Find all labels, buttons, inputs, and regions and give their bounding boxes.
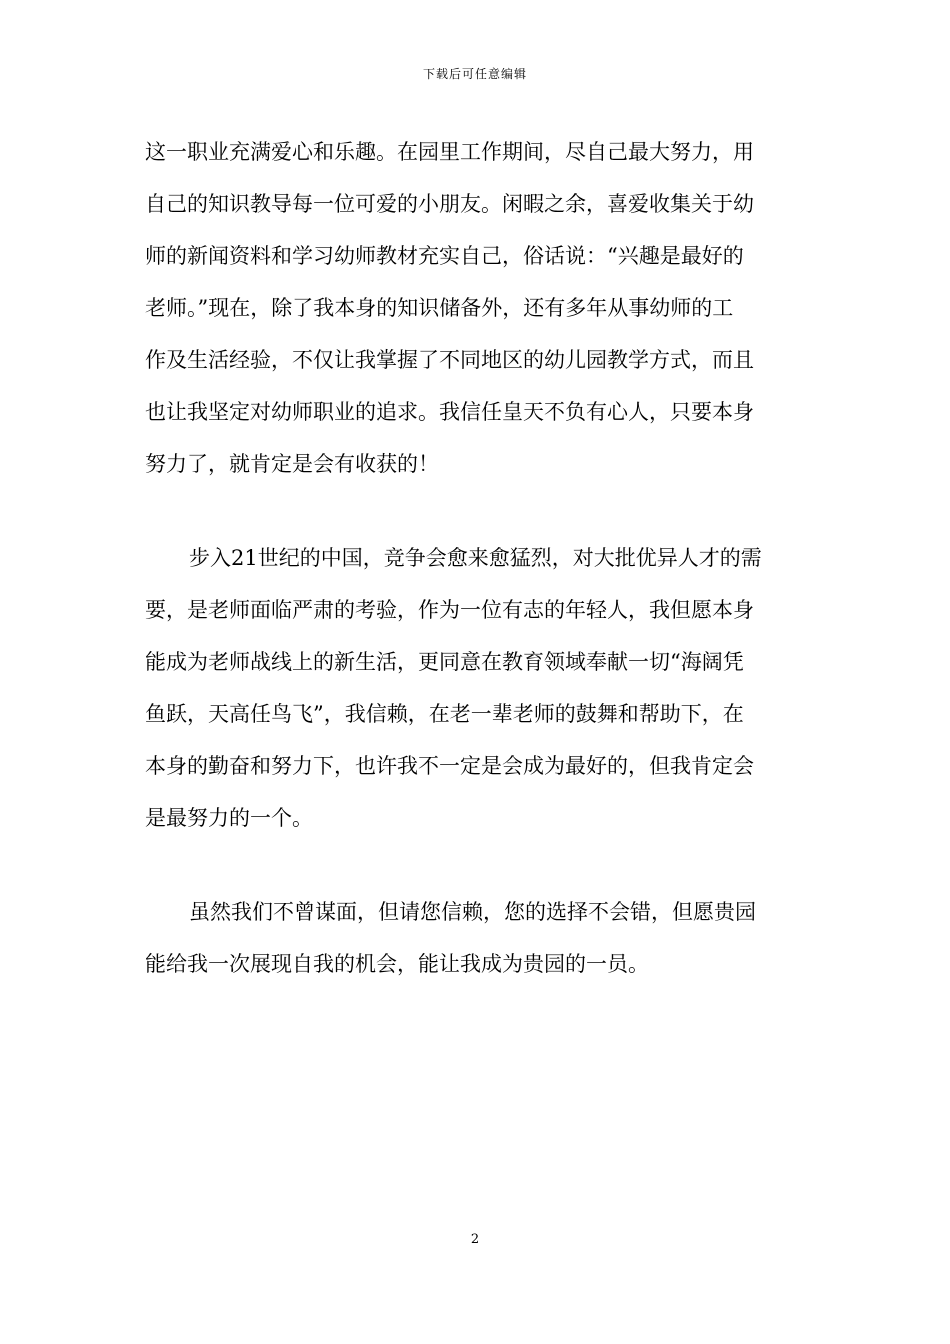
text-line: 这一职业充满爱心和乐趣。在园里工作期间，尽自己最大努力，用 <box>145 140 754 164</box>
text-line: 作及生活经验，不仅让我掌握了不同地区的幼儿园教学方式，而且 <box>145 348 754 372</box>
text-line: 本身的勤奋和努力下，也许我不一定是会成为最好的，但我肯定会 <box>145 754 754 778</box>
text-line: 努力了，就肯定是会有收获的！ <box>145 452 439 476</box>
page-header: 下载后可任意编辑 <box>422 67 527 81</box>
paragraph-spacer <box>145 490 810 532</box>
paragraph-1 <box>145 126 810 490</box>
text-line: 能给我一次展现自我的机会，能让我成为贵园的一员。 <box>145 952 649 976</box>
text-line: 要，是老师面临严肃的考验，作为一位有志的年轻人，我但愿本身 <box>145 598 754 622</box>
text-line: 鱼跃，天高任鸟飞”，我信赖，在老一辈老师的鼓舞和帮助下，在 <box>145 702 744 726</box>
text-line: 是最努力的一个。 <box>145 806 313 830</box>
text-line: 虽然我们不曾谋面，但请您信赖，您的选择不会错，但愿贵园 <box>189 900 756 924</box>
text-line: 师的新闻资料和学习幼师教材充实自己，俗话说：“兴趣是最好的 <box>145 244 744 268</box>
paragraph-spacer <box>145 844 810 886</box>
paragraph-2 <box>145 532 810 844</box>
text-line: 老师。”现在，除了我本身的知识储备外，还有多年从事幼师的工 <box>145 296 734 320</box>
document-body <box>145 126 810 990</box>
text-line: 也让我坚定对幼师职业的追求。我信任皇天不负有心人，只要本身 <box>145 400 754 424</box>
text-line: 步入21世纪的中国，竞争会愈来愈猛烈，对大批优异人才的需 <box>189 546 762 570</box>
text-line: 自己的知识教导每一位可爱的小朋友。闲暇之余，喜爱收集关于幼 <box>145 192 754 216</box>
text-line: 能成为老师战线上的新生活，更同意在教育领域奉献一切“海阔凭 <box>145 650 744 674</box>
page-number: 2 <box>470 1232 480 1247</box>
paragraph-3 <box>145 886 810 990</box>
